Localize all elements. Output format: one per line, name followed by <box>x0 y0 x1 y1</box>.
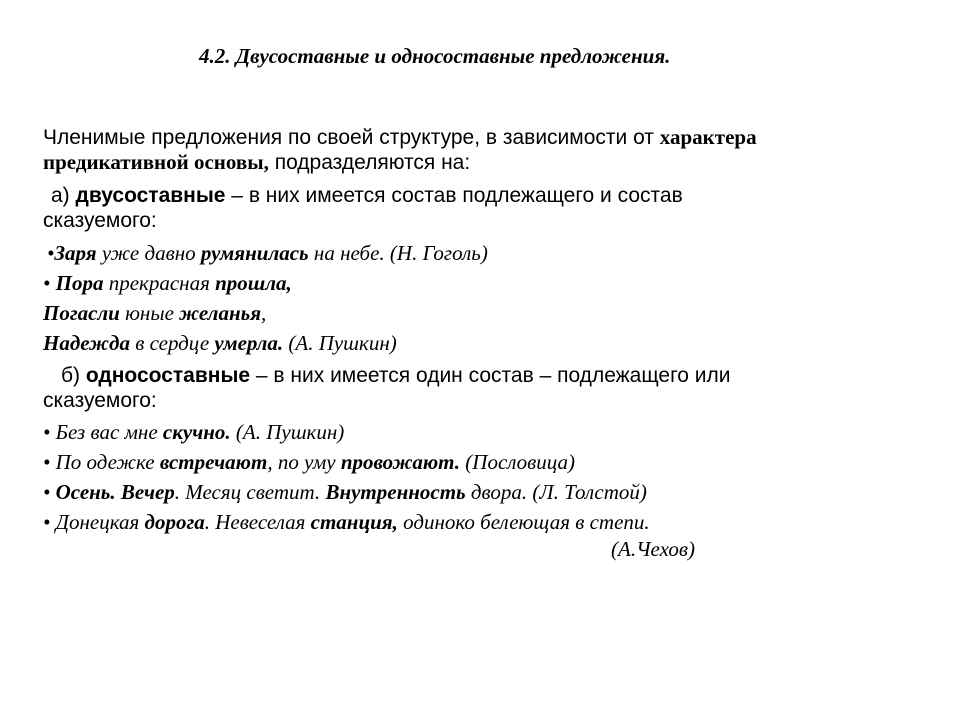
section-a-line-1 <box>51 183 683 208</box>
section-b-desc-2: сказуемого: <box>43 389 157 412</box>
author: (А.Чехов) <box>611 537 695 561</box>
text: Без вас мне <box>55 420 163 444</box>
intro-text: Членимые предложения по своей структуре, в зависимости от <box>43 126 660 149</box>
text: на небе. (Н. Гоголь) <box>308 241 488 265</box>
text: . Месяц светит. <box>174 480 326 504</box>
text: (А. Пушкин) <box>230 420 345 444</box>
predicate: прошла, <box>215 271 292 295</box>
predicate: румянилась <box>200 241 309 265</box>
text: Донецкая <box>55 510 145 534</box>
section-a-term: двусоставные <box>75 184 226 207</box>
text: (А. Пушкин) <box>283 331 397 355</box>
text: уже давно <box>96 241 201 265</box>
section-b-marker: б) <box>61 364 86 387</box>
intro-line-1 <box>43 125 757 150</box>
bullet: • <box>43 450 56 474</box>
predicate: скучно. <box>162 420 231 444</box>
intro-bold-2: предикативной основы, <box>43 150 269 174</box>
example-6-author <box>611 537 695 562</box>
section-b-line-1 <box>61 363 731 388</box>
text: двора. (Л. Толстой) <box>465 480 647 504</box>
section-a-desc-2: сказуемого: <box>43 209 157 232</box>
subject: желанья <box>179 301 262 325</box>
bullet: • <box>43 510 56 534</box>
section-b-line-2 <box>43 388 157 413</box>
text: . Невеселая <box>204 510 311 534</box>
text: юные <box>119 301 180 325</box>
example-3 <box>43 420 344 445</box>
intro-bold: характера <box>659 125 757 149</box>
subject: Пора <box>55 271 104 295</box>
text: По одежке <box>55 450 160 474</box>
example-4 <box>43 450 575 475</box>
bullet: • <box>43 420 56 444</box>
subject: Осень. Вечер <box>55 480 175 504</box>
page-title: 4.2. Двусоставные и односоставные предложения. <box>199 44 671 68</box>
predicate: встречают <box>159 450 268 474</box>
section-b-desc: – в них имеется один состав – подлежащего или <box>250 364 731 387</box>
text: одиноко белеющая в степи. <box>397 510 650 534</box>
bullet: • <box>43 271 56 295</box>
section-a-line-2 <box>43 208 157 233</box>
example-2-line-3 <box>43 331 397 356</box>
section-a-marker: а) <box>51 184 76 207</box>
text: , по уму <box>267 450 341 474</box>
subject: дорога <box>144 510 205 534</box>
subject: Заря <box>54 241 97 265</box>
example-5 <box>43 480 647 505</box>
text: прекрасная <box>103 271 216 295</box>
text: , <box>261 301 267 325</box>
text: в сердце <box>129 331 215 355</box>
intro-line-2 <box>43 150 470 175</box>
intro-text-2: подразделяются на: <box>268 151 471 174</box>
predicate: Погасли <box>43 301 120 325</box>
bullet: • <box>47 241 55 265</box>
predicate: умерла. <box>214 331 284 355</box>
subject: Надежда <box>43 331 130 355</box>
example-2-line-2 <box>43 301 266 326</box>
example-6 <box>43 510 650 535</box>
section-b-term: односоставные <box>85 364 251 387</box>
example-1 <box>47 241 488 266</box>
subject: Внутренность <box>325 480 466 504</box>
text: (Пословица) <box>460 450 576 474</box>
section-a-desc: – в них имеется состав подлежащего и состав <box>225 184 683 207</box>
subject: станция, <box>310 510 398 534</box>
example-2-line-1 <box>43 271 292 296</box>
bullet: • <box>43 480 56 504</box>
predicate: провожают. <box>340 450 461 474</box>
